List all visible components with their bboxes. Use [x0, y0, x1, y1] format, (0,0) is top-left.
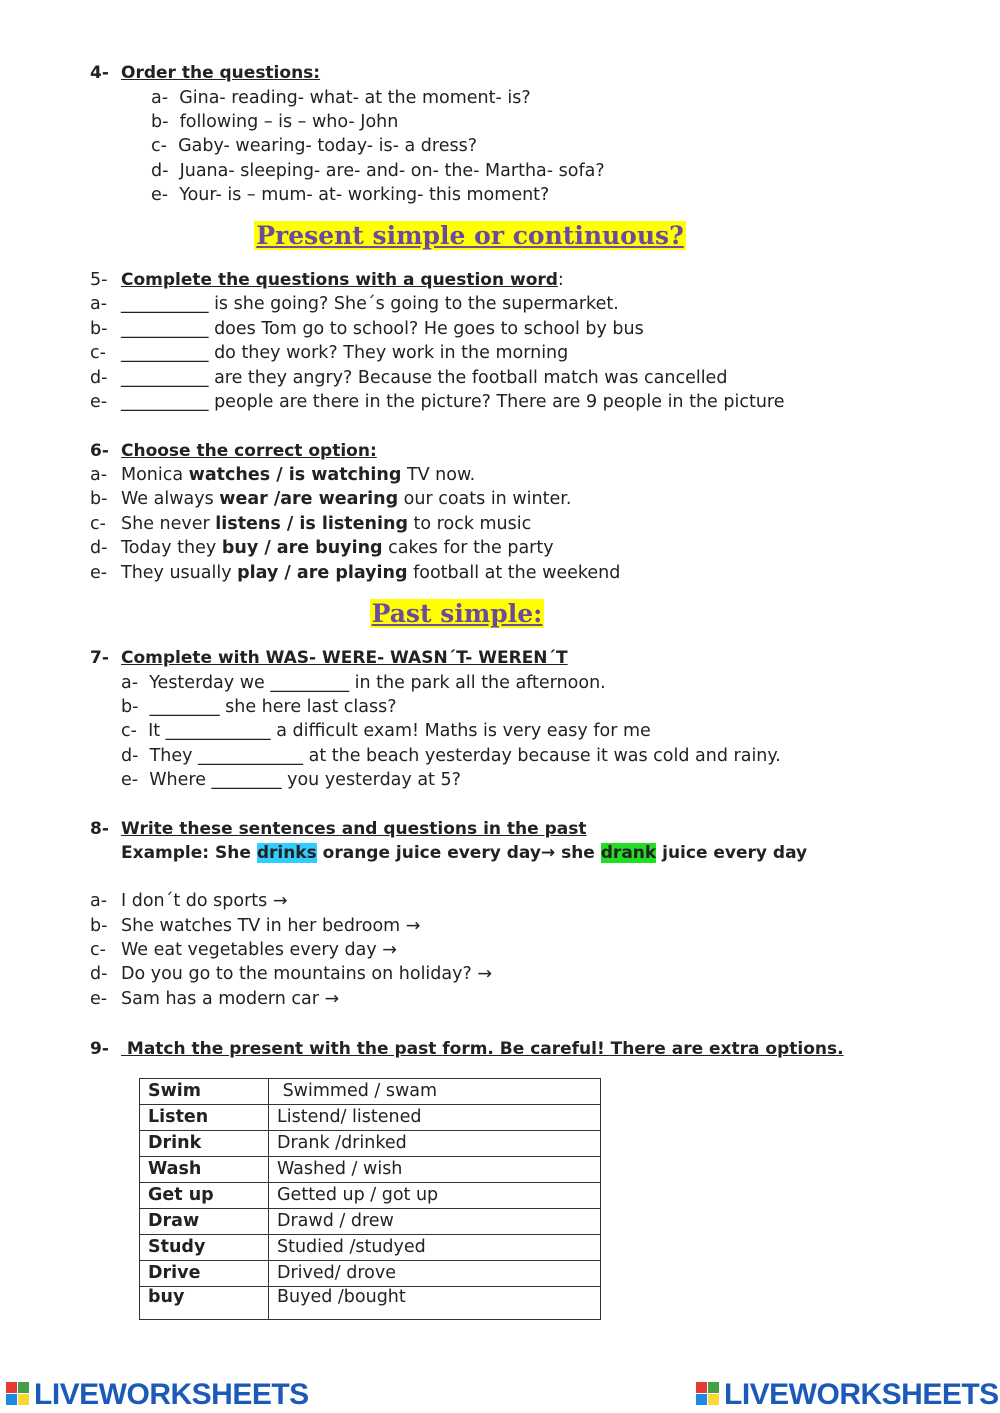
item-letter: e- — [90, 989, 108, 1009]
table-row — [140, 1235, 601, 1261]
list-item — [151, 183, 549, 207]
arrow-icon: → — [272, 891, 288, 911]
item-letter: b- — [121, 697, 139, 717]
table-row — [140, 1209, 601, 1235]
liveworksheets-logo-left[interactable] — [6, 1378, 309, 1412]
arrow-icon: → — [540, 843, 556, 863]
table-row — [140, 1183, 601, 1209]
list-item — [121, 561, 620, 585]
past-cell: Drank /drinked — [269, 1131, 601, 1157]
q6-title: Choose the correct option: — [121, 441, 377, 461]
past-cell: Drived/ drove — [269, 1261, 601, 1287]
item-letter: c- — [151, 136, 167, 156]
item-options: watches / is watching — [188, 465, 402, 485]
list-item — [151, 110, 398, 134]
present-cell: Draw — [140, 1209, 269, 1235]
list-item — [121, 463, 475, 487]
list-item — [151, 134, 477, 158]
present-cell: buy — [140, 1287, 269, 1320]
item-post: TV now. — [401, 465, 476, 485]
item-pre: Today they — [121, 538, 222, 558]
table-row — [140, 1261, 601, 1287]
item-text: Gaby- wearing- today- is- a dress? — [178, 136, 478, 156]
item-letter: d- — [121, 746, 139, 766]
list-item: __________ does Tom go to school? He goes to school by bus — [121, 319, 644, 339]
list-item: __________ are they angry? Because the football match was cancelled — [121, 368, 728, 388]
arrow-icon: → — [324, 989, 340, 1009]
item-text: Your- is – mum- at- working- this moment? — [179, 185, 550, 205]
item-letter: a- — [90, 294, 108, 314]
q5-colon: : — [557, 270, 564, 290]
list-item — [121, 768, 461, 792]
item-letter: d- — [151, 161, 169, 181]
logo-square-4 — [708, 1394, 719, 1405]
example-mid2: she — [555, 843, 601, 863]
list-item — [121, 671, 606, 695]
q4-number: 4- — [90, 63, 109, 83]
item-text: Gina- reading- what- at the moment- is? — [179, 88, 531, 108]
list-item: __________ people are there in the picture? There are 9 people in the picture — [121, 392, 785, 412]
q4-title: Order the questions: — [121, 63, 321, 83]
list-item — [121, 487, 571, 511]
item-letter: b- — [90, 489, 108, 509]
item-pre: She never — [121, 514, 216, 534]
list-item — [151, 159, 605, 183]
q8-number: 8- — [90, 819, 109, 839]
item-letter: a- — [121, 673, 139, 693]
banner-present-text: Present simple or continuous? — [256, 221, 684, 250]
item-text: Juana- sleeping- are- and- on- the- Martha- sofa? — [179, 161, 605, 181]
item-options: listens / is listening — [215, 514, 408, 534]
liveworksheets-logo-icon — [696, 1382, 720, 1406]
item-text: Where ________ you yesterday at 5? — [149, 770, 461, 790]
present-cell: Wash — [140, 1157, 269, 1183]
list-item — [121, 744, 781, 768]
item-pre: We always — [121, 489, 220, 509]
item-post: our coats in winter. — [398, 489, 572, 509]
arrow-icon: → — [477, 964, 493, 984]
past-cell: Washed / wish — [269, 1157, 601, 1183]
item-text: They ____________ at the beach yesterday because it was cold and rainy. — [149, 746, 781, 766]
arrow-icon: → — [382, 940, 397, 960]
banner-past — [0, 598, 914, 630]
item-letter: b- — [90, 319, 108, 339]
item-text: Sam has a modern car — [121, 989, 319, 1009]
item-options: play / are playing — [237, 563, 408, 583]
present-cell: Get up — [140, 1183, 269, 1209]
item-letter: d- — [90, 368, 108, 388]
table-row — [140, 1105, 601, 1131]
list-item — [151, 86, 531, 110]
item-letter: c- — [90, 940, 106, 960]
list-item — [121, 512, 531, 536]
example-highlight-present: drinks — [256, 843, 317, 863]
list-item — [121, 719, 651, 743]
example-end: juice every day — [656, 843, 808, 863]
past-cell: Drawd / drew — [269, 1209, 601, 1235]
list-item — [121, 695, 397, 719]
past-cell: Listend/ listened — [269, 1105, 601, 1131]
present-cell: Study — [140, 1235, 269, 1261]
item-letter: e- — [151, 185, 169, 205]
q6-number: 6- — [90, 441, 109, 461]
match-table — [139, 1078, 601, 1320]
item-letter: c- — [90, 343, 106, 363]
item-letter: e- — [90, 392, 108, 412]
item-text: ________ she here last class? — [149, 697, 397, 717]
item-text: Do you go to the mountains on holiday? — [121, 964, 472, 984]
item-post: cakes for the party — [382, 538, 554, 558]
list-item — [121, 889, 288, 913]
item-letter: d- — [90, 964, 108, 984]
banner-present — [0, 220, 940, 252]
item-letter: e- — [90, 563, 108, 583]
item-pre: Monica — [121, 465, 189, 485]
logo-text: LIVEWORKSHEETS — [34, 1378, 309, 1411]
logo-square-4 — [18, 1394, 29, 1405]
logo-square-2 — [18, 1382, 29, 1393]
q5-heading — [121, 268, 564, 292]
item-letter: c- — [121, 721, 137, 741]
banner-past-text: Past simple: — [371, 599, 543, 628]
item-post: football at the weekend — [407, 563, 621, 583]
item-text: Yesterday we _________ in the park all the afternoon. — [149, 673, 606, 693]
liveworksheets-logo-icon — [6, 1382, 30, 1406]
item-text: It ____________ a difficult exam! Maths is very easy for me — [148, 721, 651, 741]
item-post: to rock music — [407, 514, 532, 534]
example-highlight-past: drank — [600, 843, 657, 863]
present-cell: Drink — [140, 1131, 269, 1157]
item-pre: They usually — [121, 563, 238, 583]
logo-square-3 — [6, 1394, 17, 1405]
q7-number: 7- — [90, 648, 109, 668]
list-item: __________ do they work? They work in the morning — [121, 343, 569, 363]
list-item — [121, 536, 554, 560]
list-item — [121, 987, 339, 1011]
list-item: __________ is she going? She´s going to the supermarket. — [121, 294, 619, 314]
list-item — [121, 914, 420, 938]
q8-example — [121, 841, 807, 865]
present-cell: Listen — [140, 1105, 269, 1131]
item-letter: c- — [90, 514, 106, 534]
liveworksheets-logo-right[interactable] — [696, 1378, 999, 1412]
item-letter: e- — [121, 770, 139, 790]
example-mid: orange juice every day — [316, 843, 541, 863]
item-letter: d- — [90, 538, 108, 558]
logo-square-2 — [708, 1382, 719, 1393]
q9-number: 9- — [90, 1039, 109, 1059]
present-cell: Drive — [140, 1261, 269, 1287]
q5-number: 5- — [90, 270, 108, 290]
past-cell: Getted up / got up — [269, 1183, 601, 1209]
list-item — [121, 962, 492, 986]
table-row — [140, 1079, 601, 1105]
logo-square-1 — [6, 1382, 17, 1393]
q7-title: Complete with WAS- WERE- WASN´T- WEREN´T — [121, 648, 568, 668]
present-cell: Swim — [140, 1079, 269, 1105]
item-options: wear /are wearing — [219, 489, 399, 509]
item-letter: a- — [90, 891, 108, 911]
item-text: following – is – who- John — [179, 112, 399, 132]
past-cell: Studied /studyed — [269, 1235, 601, 1261]
past-cell: Swimmed / swam — [269, 1079, 601, 1105]
list-item — [121, 938, 397, 962]
logo-square-3 — [696, 1394, 707, 1405]
table-row — [140, 1287, 601, 1320]
item-text: I don´t do sports — [121, 891, 268, 911]
past-cell: Buyed /bought — [269, 1287, 601, 1320]
item-text: We eat vegetables every day — [121, 940, 377, 960]
logo-square-1 — [696, 1382, 707, 1393]
item-letter: b- — [151, 112, 169, 132]
q8-title: Write these sentences and questions in the past — [121, 819, 587, 839]
arrow-icon: → — [405, 916, 421, 936]
item-options: buy / are buying — [221, 538, 383, 558]
table-row — [140, 1131, 601, 1157]
item-letter: b- — [90, 916, 108, 936]
example-label: Example: She — [121, 843, 257, 863]
q9-title: Match the present with the past form. Be careful! There are extra options. — [121, 1039, 844, 1059]
table-row — [140, 1157, 601, 1183]
logo-text: LIVEWORKSHEETS — [724, 1378, 999, 1411]
q5-title: Complete the questions with a question word — [121, 270, 558, 290]
item-text: She watches TV in her bedroom — [121, 916, 401, 936]
item-letter: a- — [90, 465, 108, 485]
item-letter: a- — [151, 88, 169, 108]
